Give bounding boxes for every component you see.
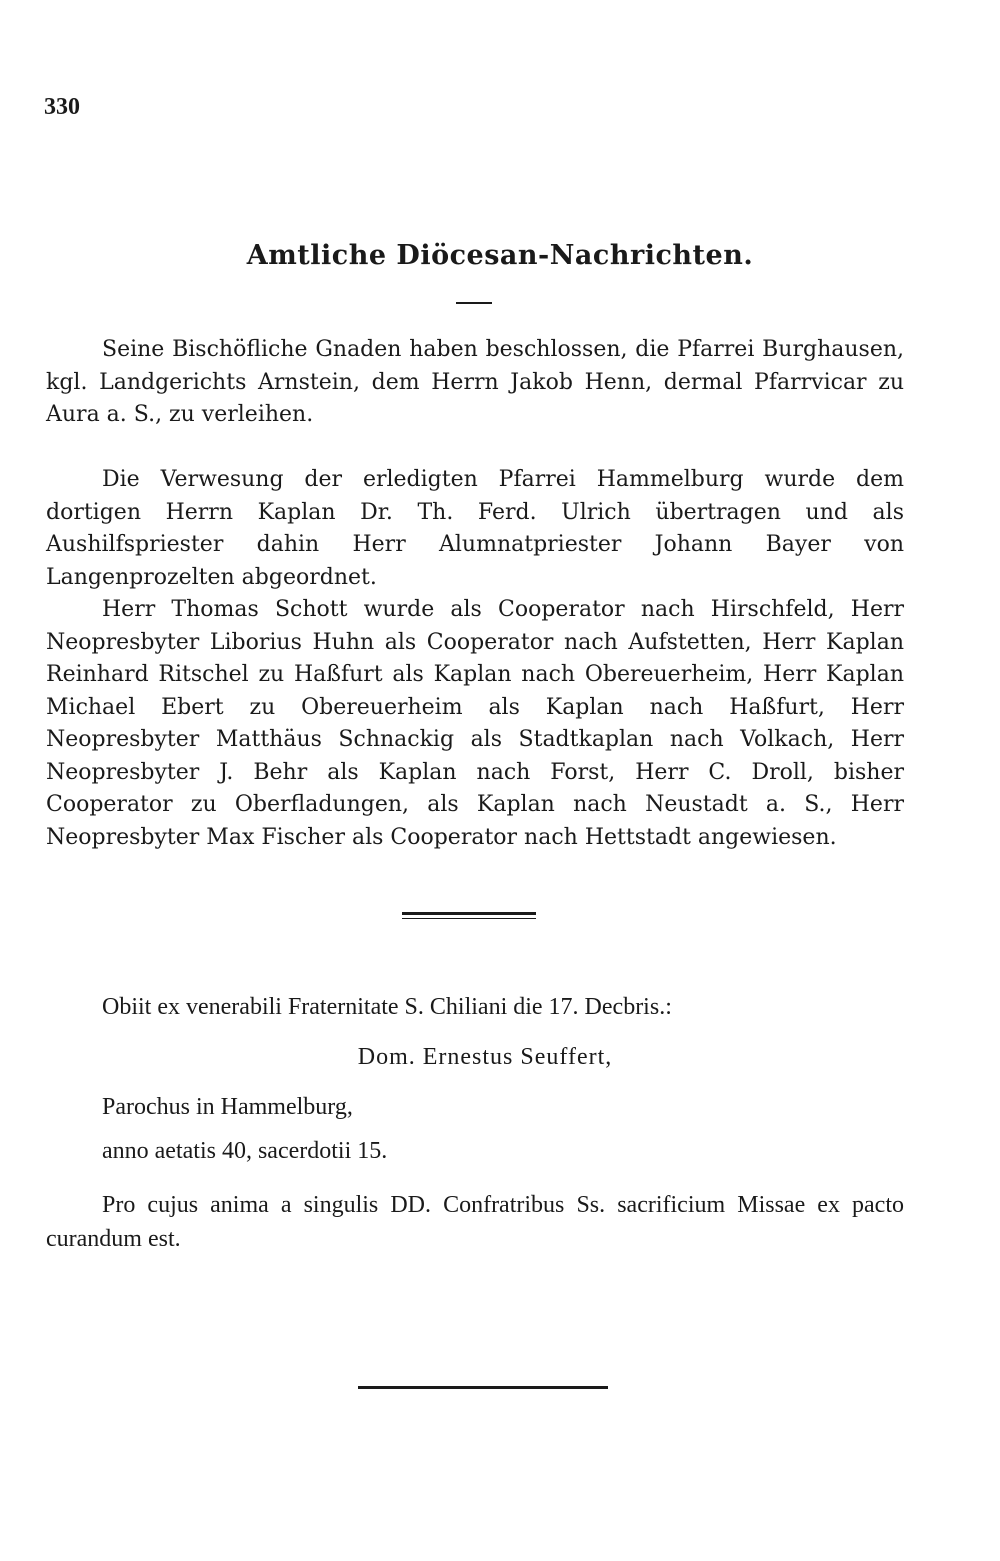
title-divider (456, 302, 492, 304)
obituary-name: Dom. Ernestus Seuffert, (357, 1044, 613, 1070)
page-number: 330 (44, 94, 80, 120)
announcement-paragraph-2: Die Verwesung der erledigten Pfarrei Hammelburg wurde dem dortigen Herrn Kaplan Dr. Th. Ferd. Ulrich übertragen und als Aushilfspriester dahin Herr Alumnatpriester Johann Bayer von Langenprozelten abgeordnet. (46, 467, 904, 590)
obituary-intro: Obiit ex venerabili Fraternitate S. Chiliani die 17. Decbris.: (102, 994, 672, 1020)
announcement-paragraph-3: Herr Thomas Schott wurde als Cooperator nach Hirschfeld, Herr Neopresbyter Liborius Huhn als Cooperator nach Aufstetten, Herr Kaplan Reinhard Ritschel zu Haßfurt als Kaplan nach Obereuerheim, Herr Kaplan Michael Ebert zu Obereuerheim als Kaplan nach Haßfurt, Herr Neopresbyter Matthäus Schnackig als Stadtkaplan nach Volkach, Herr Neopresbyter J. Behr als Kaplan nach Forst, Herr C. Droll, bisher Cooperator zu Oberfladungen, als Kaplan nach Neustadt a. S., Herr Neopresbyter Max Fischer als Cooperator nach Hettstadt angewiesen. (46, 597, 904, 850)
section-divider (402, 912, 536, 919)
page-title: Amtliche Diöcesan-Nachrichten. (246, 240, 754, 271)
obituary-age: anno aetatis 40, sacerdotii 15. (102, 1138, 388, 1164)
obituary-position: Parochus in Hammelburg, (102, 1094, 353, 1120)
end-divider (358, 1386, 608, 1389)
announcement-paragraph-1: Seine Bischöfliche Gnaden haben beschlossen, die Pfarrei Burghausen, kgl. Landgerichts Arnstein, dem Herrn Jakob Henn, dermal Pfarrvicar zu Aura a. S., zu verleihen. (46, 337, 904, 427)
obituary-closing: Pro cujus anima a singulis DD. Confratribus Ss. sacrificium Missae ex pacto curandum est. (46, 1192, 904, 1252)
